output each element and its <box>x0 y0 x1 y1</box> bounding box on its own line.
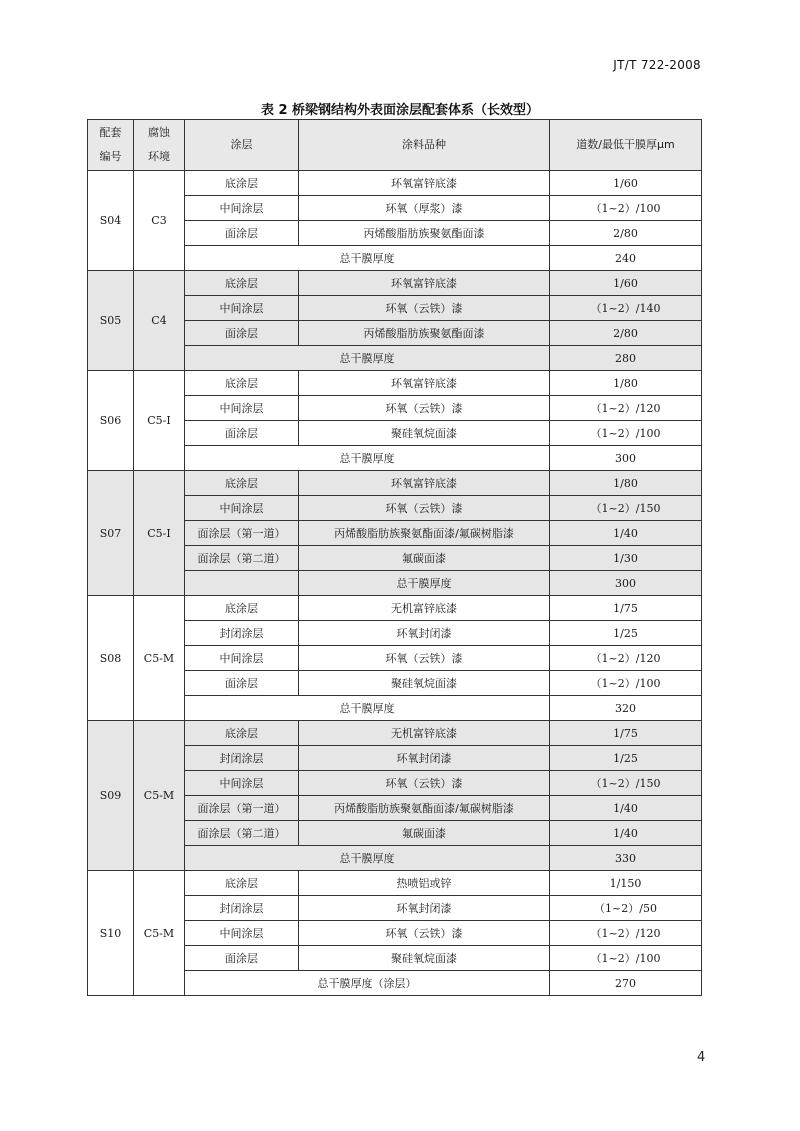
paint-cell: 环氧（云铁）漆 <box>299 496 550 521</box>
total-value: 300 <box>550 571 702 596</box>
system-code: S10 <box>88 871 134 996</box>
layer-cell: 面涂层（第一道） <box>185 796 299 821</box>
coats-cell: （1~2）/140 <box>550 296 702 321</box>
layer-cell: 面涂层 <box>185 946 299 971</box>
paint-cell: 环氧（云铁）漆 <box>299 646 550 671</box>
system-block-s07 <box>88 471 702 596</box>
corrosion-env: C4 <box>134 271 185 371</box>
coating-system-table <box>87 119 702 996</box>
total-label: 总干膜厚度 <box>185 846 550 871</box>
coats-cell: 1/25 <box>550 746 702 771</box>
corrosion-env: C5-I <box>134 471 185 596</box>
layer-cell: 中间涂层 <box>185 296 299 321</box>
table-row <box>88 721 702 746</box>
header-code-line2: 编号 <box>99 150 122 163</box>
coats-cell: 2/80 <box>550 221 702 246</box>
layer-cell: 底涂层 <box>185 471 299 496</box>
corrosion-env: C5-I <box>134 371 185 471</box>
coats-cell: （1~2）/100 <box>550 946 702 971</box>
table-title: 表 2 桥梁钢结构外表面涂层配套体系（长效型） <box>260 103 540 118</box>
total-label: 总干膜厚度 <box>299 571 550 596</box>
corrosion-env: C5-M <box>134 596 185 721</box>
paint-cell: 环氧（云铁）漆 <box>299 396 550 421</box>
layer-cell: 中间涂层 <box>185 921 299 946</box>
paint-cell: 环氧富锌底漆 <box>299 371 550 396</box>
coats-cell: 1/80 <box>550 371 702 396</box>
layer-cell: 底涂层 <box>185 171 299 196</box>
coats-cell: 1/40 <box>550 796 702 821</box>
paint-cell: 环氧（厚浆）漆 <box>299 196 550 221</box>
table-row <box>88 471 702 496</box>
paint-cell: 环氧富锌底漆 <box>299 171 550 196</box>
layer-cell: 面涂层 <box>185 671 299 696</box>
paint-cell: 环氧（云铁）漆 <box>299 296 550 321</box>
system-block-s08 <box>88 596 702 721</box>
total-label: 总干膜厚度 <box>185 246 550 271</box>
coats-cell: （1~2）/120 <box>550 921 702 946</box>
header-system-code <box>88 120 134 171</box>
table-header-row <box>88 120 702 171</box>
system-code: S06 <box>88 371 134 471</box>
page-number: 4 <box>697 1050 706 1065</box>
coats-cell: （1~2）/100 <box>550 671 702 696</box>
layer-cell: 面涂层（第二道） <box>185 821 299 846</box>
layer-cell: 封闭涂层 <box>185 621 299 646</box>
layer-cell: 中间涂层 <box>185 496 299 521</box>
paint-cell: 无机富锌底漆 <box>299 596 550 621</box>
total-label: 总干膜厚度 <box>185 696 550 721</box>
coats-cell: 1/40 <box>550 521 702 546</box>
coats-cell: 2/80 <box>550 321 702 346</box>
system-block-s04 <box>88 171 702 271</box>
header-coats-thickness: 道数/最低干膜厚μm <box>550 120 702 171</box>
total-value: 330 <box>550 846 702 871</box>
total-value: 240 <box>550 246 702 271</box>
corrosion-env: C5-M <box>134 871 185 996</box>
total-label: 总干膜厚度 <box>185 346 550 371</box>
coats-cell: 1/40 <box>550 821 702 846</box>
header-corrosion-env <box>134 120 185 171</box>
coats-cell: （1~2）/150 <box>550 771 702 796</box>
coats-cell: 1/60 <box>550 171 702 196</box>
paint-cell: 环氧富锌底漆 <box>299 271 550 296</box>
layer-cell: 底涂层 <box>185 721 299 746</box>
layer-cell: 中间涂层 <box>185 771 299 796</box>
total-value: 270 <box>550 971 702 996</box>
header-env-line2: 环境 <box>148 150 170 163</box>
system-block-s10 <box>88 871 702 996</box>
coats-cell: （1~2）/120 <box>550 396 702 421</box>
layer-cell: 底涂层 <box>185 271 299 296</box>
table-row <box>88 871 702 896</box>
table-row <box>88 271 702 296</box>
layer-cell: 面涂层（第二道） <box>185 546 299 571</box>
coats-cell: （1~2）/120 <box>550 646 702 671</box>
system-block-s05 <box>88 271 702 371</box>
paint-cell: 环氧富锌底漆 <box>299 471 550 496</box>
coats-cell: 1/60 <box>550 271 702 296</box>
total-label: 总干膜厚度 <box>185 446 550 471</box>
system-code: S08 <box>88 596 134 721</box>
layer-cell: 底涂层 <box>185 871 299 896</box>
header-env-line1: 腐蚀 <box>148 126 170 139</box>
paint-cell: 环氧（云铁）漆 <box>299 921 550 946</box>
coats-cell: （1~2）/150 <box>550 496 702 521</box>
layer-cell: 中间涂层 <box>185 196 299 221</box>
layer-cell: 面涂层（第一道） <box>185 521 299 546</box>
system-code: S09 <box>88 721 134 871</box>
system-block-s06 <box>88 371 702 471</box>
header-code-line1: 配套 <box>99 126 122 139</box>
total-value: 300 <box>550 446 702 471</box>
layer-cell: 底涂层 <box>185 371 299 396</box>
layer-cell: 封闭涂层 <box>185 896 299 921</box>
corrosion-env: C3 <box>134 171 185 271</box>
system-code: S05 <box>88 271 134 371</box>
coats-cell: 1/75 <box>550 596 702 621</box>
paint-cell: 氟碳面漆 <box>299 546 550 571</box>
table-row <box>88 371 702 396</box>
paint-cell: 聚硅氧烷面漆 <box>299 671 550 696</box>
paint-cell: 环氧封闭漆 <box>299 746 550 771</box>
system-code: S07 <box>88 471 134 596</box>
corrosion-env: C5-M <box>134 721 185 871</box>
system-code: S04 <box>88 171 134 271</box>
paint-cell: 氟碳面漆 <box>299 821 550 846</box>
coats-cell: 1/80 <box>550 471 702 496</box>
coats-cell: 1/30 <box>550 546 702 571</box>
paint-cell: 热喷铝或锌 <box>299 871 550 896</box>
empty-layer-cell <box>185 571 299 596</box>
total-value: 320 <box>550 696 702 721</box>
total-value: 280 <box>550 346 702 371</box>
paint-cell: 环氧（云铁）漆 <box>299 771 550 796</box>
paint-cell: 环氧封闭漆 <box>299 896 550 921</box>
coats-cell: （1~2）/50 <box>550 896 702 921</box>
paint-cell: 聚硅氧烷面漆 <box>299 421 550 446</box>
coats-cell: （1~2）/100 <box>550 421 702 446</box>
layer-cell: 中间涂层 <box>185 396 299 421</box>
paint-cell: 丙烯酸脂肪族聚氨酯面漆 <box>299 221 550 246</box>
paint-cell: 无机富锌底漆 <box>299 721 550 746</box>
header-coating-layer: 涂层 <box>185 120 299 171</box>
table-row <box>88 171 702 196</box>
total-label: 总干膜厚度（涂层） <box>185 971 550 996</box>
paint-cell: 聚硅氧烷面漆 <box>299 946 550 971</box>
layer-cell: 面涂层 <box>185 321 299 346</box>
layer-cell: 面涂层 <box>185 421 299 446</box>
coats-cell: （1~2）/100 <box>550 196 702 221</box>
coats-cell: 1/150 <box>550 871 702 896</box>
system-block-s09 <box>88 721 702 871</box>
layer-cell: 封闭涂层 <box>185 746 299 771</box>
paint-cell: 丙烯酸脂肪族聚氨酯面漆 <box>299 321 550 346</box>
coats-cell: 1/75 <box>550 721 702 746</box>
paint-cell: 环氧封闭漆 <box>299 621 550 646</box>
paint-cell: 丙烯酸脂肪族聚氨酯面漆/氟碳树脂漆 <box>299 521 550 546</box>
layer-cell: 面涂层 <box>185 221 299 246</box>
layer-cell: 中间涂层 <box>185 646 299 671</box>
paint-cell: 丙烯酸脂肪族聚氨酯面漆/氟碳树脂漆 <box>299 796 550 821</box>
coats-cell: 1/25 <box>550 621 702 646</box>
layer-cell: 底涂层 <box>185 596 299 621</box>
header-paint-type: 涂料品种 <box>299 120 550 171</box>
table-row <box>88 596 702 621</box>
standard-code: JT/T 722-2008 <box>613 58 701 72</box>
